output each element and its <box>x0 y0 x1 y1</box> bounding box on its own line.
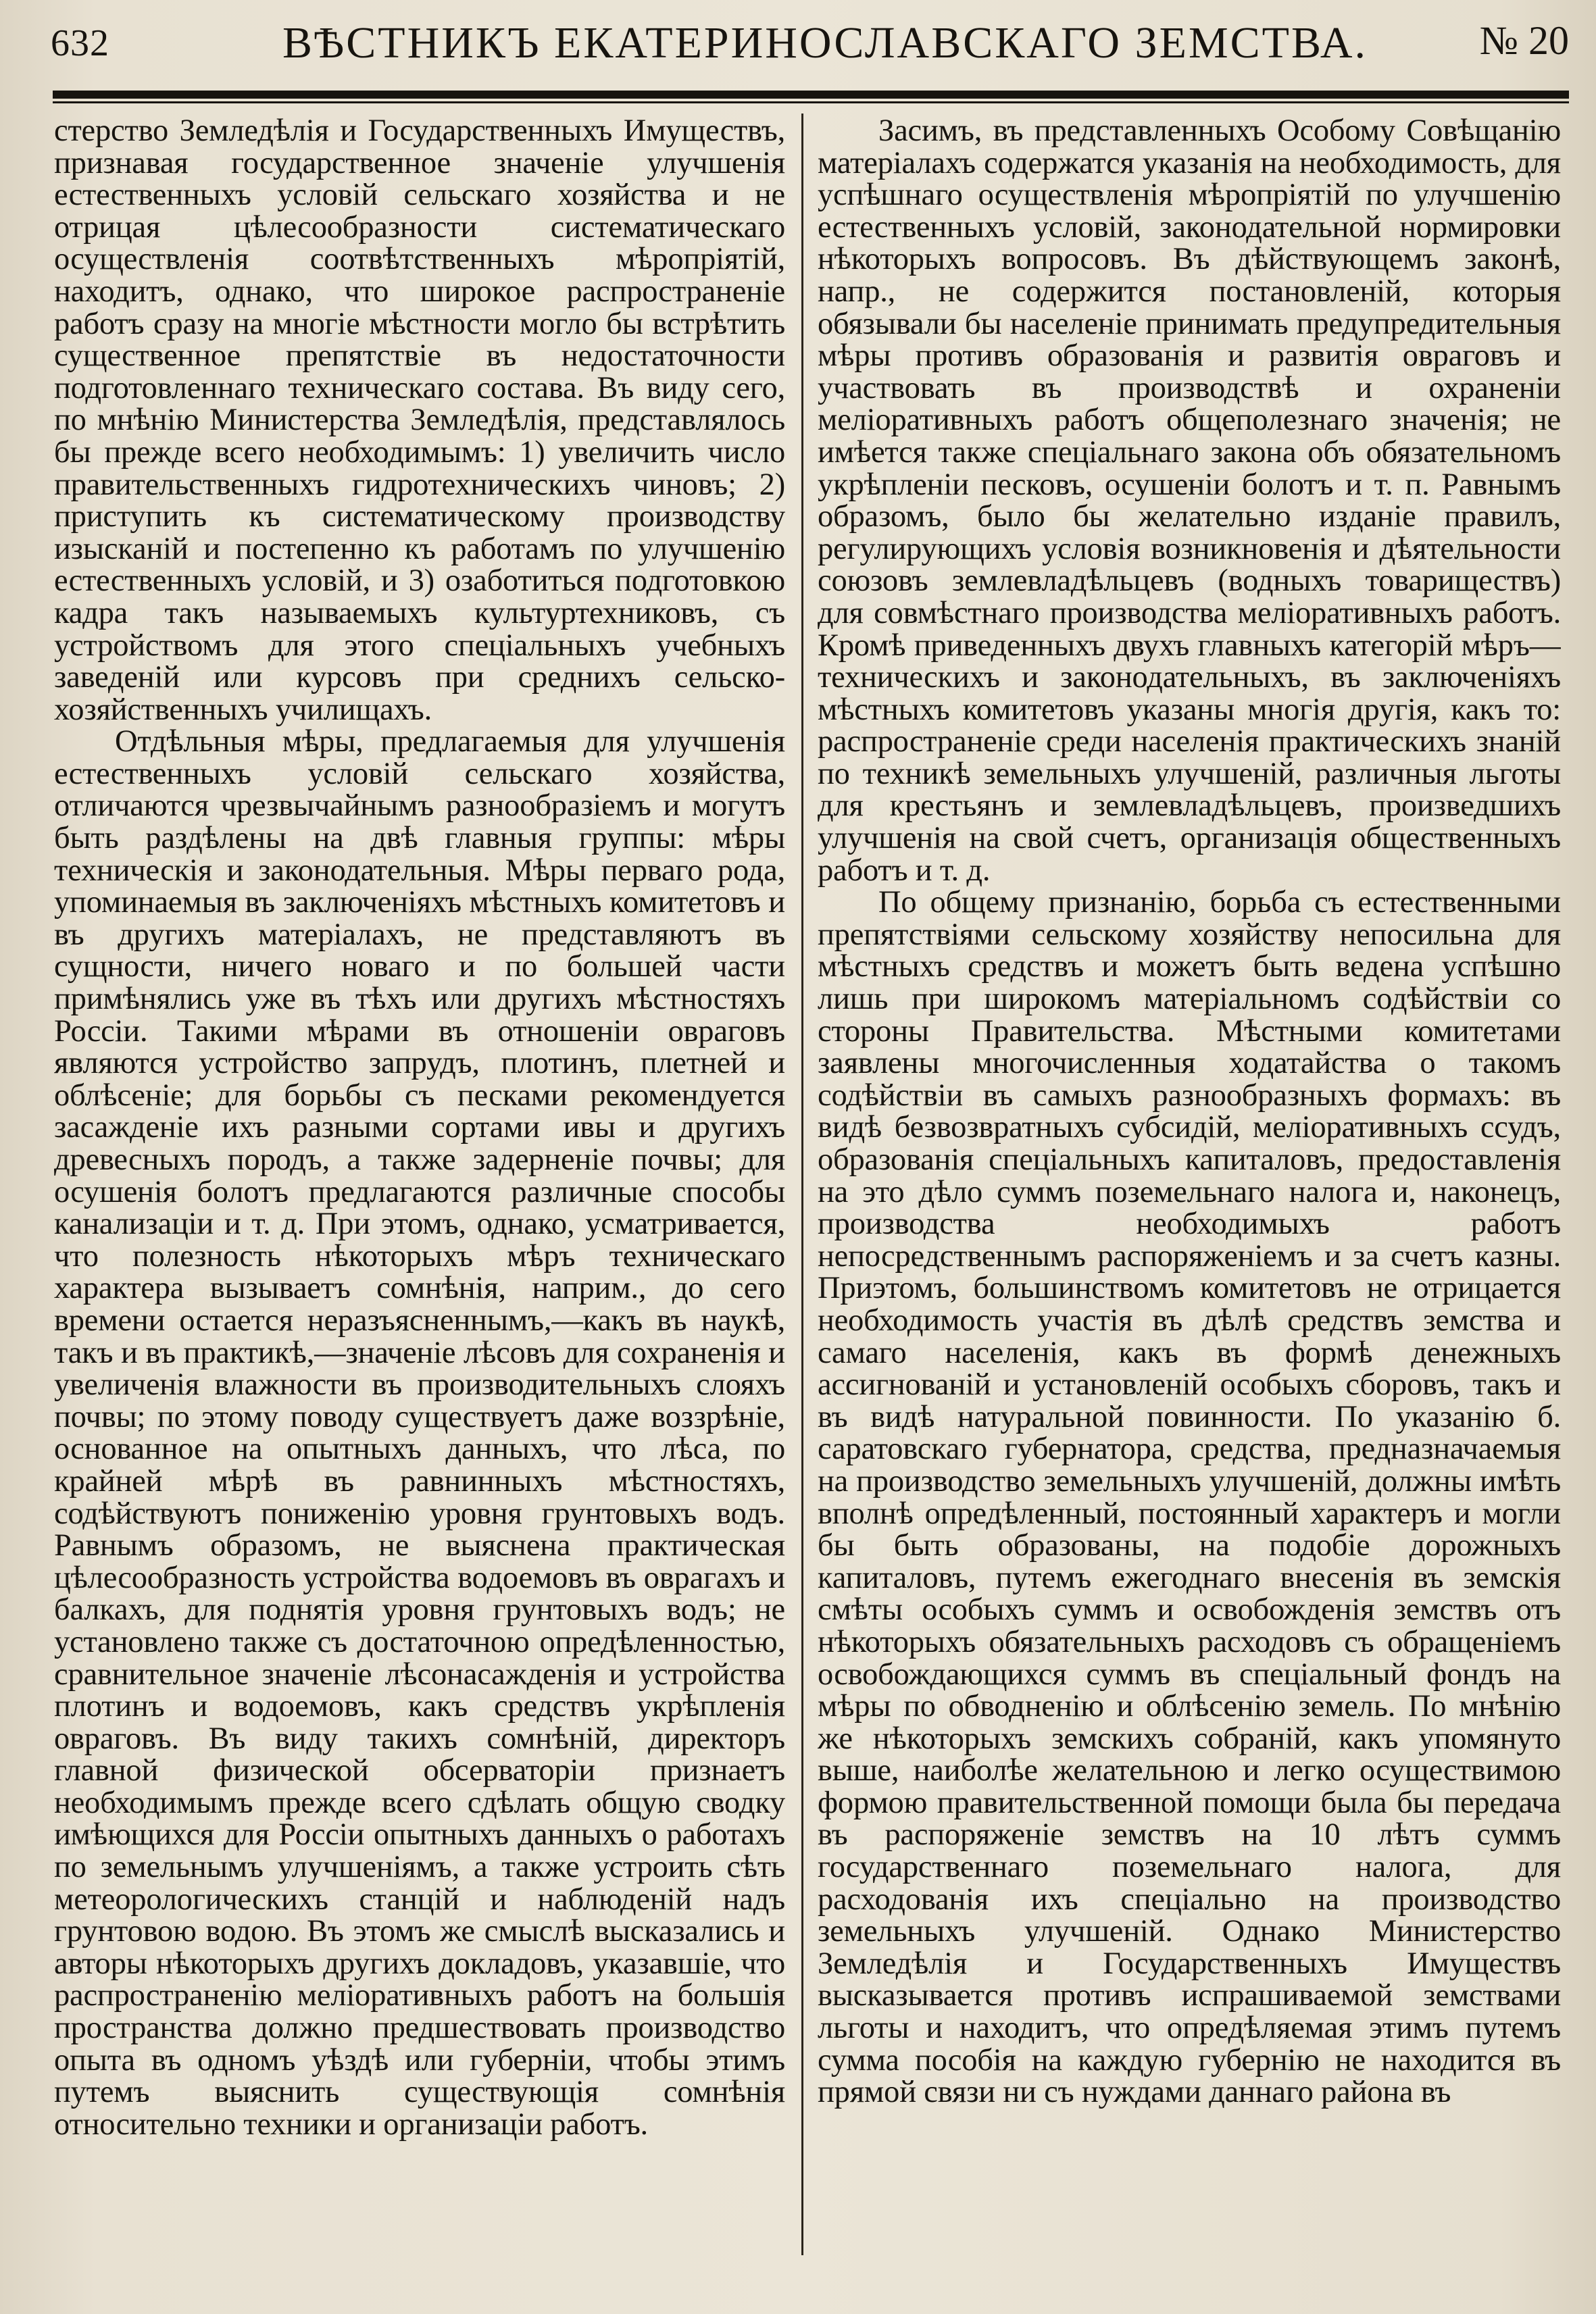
left-column <box>54 115 785 2294</box>
journal-title: ВѢСТНИКЪ ЕКАТЕРИНОСЛАВСКАГО ЗЕМСТВА. <box>282 18 1368 68</box>
left-paragraph-1: стерство Земледѣлія и Государственныхъ Имуществъ, признавая государственное значеніе улучшенія естественныхъ условій сельскаго хозяйства и не отрицая цѣлесообразности систематическаго осуществленія соотвѣтственныхъ мѣропріятій, находитъ, однако, что широкое распространеніе работъ сразу на многіе мѣстности могло бы встрѣтить существенное препятствіе въ недостаточности подготовленнаго техническаго состава. Въ виду сего, по мнѣнію Министерства Земледѣлія, представлялось бы прежде всего необходимымъ: 1) увеличить число правительственныхъ гидротехническихъ чиновъ; 2) приступить къ систематическому производству изысканій и постепенно къ работамъ по улучшенію естественныхъ условій, и 3) озаботиться подготовкою кадра такъ называемыхъ культуртехниковъ, съ устройствомъ для этого спеціальныхъ учебныхъ заведеній или курсовъ при среднихъ сельско-хозяйственныхъ училищахъ. <box>54 115 785 727</box>
right-paragraph-1: Засимъ, въ представленныхъ Особому Совѣщанію матеріалахъ содержатся указанія на необходимость, для успѣшнаго осуществленія мѣропріятій по улучшенію естественныхъ условій, законодательной нормировки нѣкоторыхъ вопросовъ. Въ дѣйствующемъ законѣ, напр., не содержится постановленій, которыя обязывали бы населеніе принимать предупредительныя мѣры противъ образованія и развитія овраговъ и участвовать въ производствѣ и охраненіи меліоративныхъ работъ общеполезнаго значенія; не имѣется также спеціальнаго закона объ обязательномъ укрѣпленіи песковъ, осушеніи болотъ и т. п. Равнымъ образомъ, было бы желательно изданіе правилъ, регулирующихъ условія возникновенія и дѣятельности союзовъ землевладѣльцевъ (водныхъ товариществъ) для совмѣстнаго производства меліоративныхъ работъ. Кромѣ приведенныхъ двухъ главныхъ категорій мѣръ—техническихъ и законодательныхъ, въ заключеніяхъ мѣстныхъ комитетовъ указаны многія другія, какъ то: распространеніе среди населенія практическихъ знаній по техникѣ земельныхъ улучшеній, различныя льготы для крестьянъ и землевладѣльцевъ, произведшихъ улучшенія на свой счетъ, организація общественныхъ работъ и т. д. <box>818 115 1561 888</box>
right-column <box>818 115 1561 2294</box>
issue-number: № 20 <box>1479 18 1569 63</box>
left-paragraph-2: Отдѣльныя мѣры, предлагаемыя для улучшенія естественныхъ условій сельскаго хозяйства, отличаются чрезвычайнымъ разнообразіемъ и могутъ быть раздѣлены на двѣ главныя группы: мѣры техническія и законодательныя. Мѣры перваго рода, упоминаемыя въ заключеніяхъ мѣстныхъ комитетовъ и въ другихъ матеріалахъ, не представляютъ въ сущности, ничего новаго и по большей части примѣнялись уже въ тѣхъ или другихъ мѣстностяхъ Россіи. Такими мѣрами въ отношеніи овраговъ являются устройство запрудъ, плотинъ, плетней и облѣсеніе; для борьбы съ песками рекомендуется засажденіе ихъ разными сортами ивы и другихъ древесныхъ породъ, а также задерненіе почвы; для осушенія болотъ предлагаются различные способы канализаціи и т. д. При этомъ, однако, усматривается, что полезность нѣкоторыхъ мѣръ техническаго характера вызываетъ сомнѣнія, наприм., до сего времени остается неразъясненнымъ,—какъ въ наукѣ, такъ и въ практикѣ,—значеніе лѣсовъ для сохраненія и увеличенія влажности въ производительныхъ слояхъ почвы; по этому поводу существуетъ даже воззрѣніе, основанное на опытныхъ данныхъ, что лѣса, по крайней мѣрѣ въ равнинныхъ мѣстностяхъ, содѣйствуютъ пониженію уровня грунтовыхъ водъ. Равнымъ образомъ, не выяснена практическая цѣлесообразность устройства водоемовъ въ оврагахъ и балкахъ, для поднятія уровня грунтовыхъ водъ; не установлено также съ достаточною опредѣленностью, сравнительное значеніе лѣсонасажденія и устройства плотинъ и водоемовъ, какъ средствъ укрѣпленія овраговъ. Въ виду такихъ сомнѣній, директоръ главной физической обсерваторіи признаетъ необходимымъ прежде всего сдѣлать общую сводку имѣющихся для Россіи опытныхъ данныхъ о работахъ по земельнымъ улучшеніямъ, а также устроить сѣть метеорологическихъ станцій и наблюденій надъ грунтовою водою. Въ этомъ же смыслѣ высказались и авторы нѣкоторыхъ другихъ докладовъ, указавшіе, что распространенію меліоративныхъ работъ на большія пространства должно предшествовать производство опыта въ одномъ уѣздѣ или губерніи, чтобы этимъ путемъ выяснить существующія сомнѣнія относительно техники и организаціи работъ. <box>54 724 785 2142</box>
page-number: 632 <box>51 22 109 64</box>
column-divider <box>801 114 803 2255</box>
header-rule-thin <box>53 101 1569 103</box>
right-paragraph-2: По общему признанію, борьба съ естественными препятствіями сельскому хозяйству непосильна для мѣстныхъ средствъ и можетъ быть ведена успѣшно лишь при широкомъ матеріальномъ содѣйствіи со стороны Правительства. Мѣстными комитетами заявлены многочисленныя ходатайства о такомъ содѣйствіи въ самыхъ разнообразныхъ формахъ: въ видѣ безвозвратныхъ субсидій, меліоративныхъ ссудъ, образованія спеціальныхъ капиталовъ, предоставленія на это дѣло суммъ поземельнаго налога и, наконецъ, производства необходимыхъ работъ непосредственнымъ распоряженіемъ и за счетъ казны. Приэтомъ, большинствомъ комитетовъ не отрицается необходимость участія въ дѣлѣ средствъ земства и самаго населенія, какъ въ формѣ денежныхъ ассигнованій и установленій особыхъ сборовъ, такъ и въ видѣ натуральной повинности. По указанію б. саратовскаго губернатора, средства, предназначаемыя на производство земельныхъ улучшеній, должны имѣть вполнѣ опредѣленный, постоянный характеръ и могли бы быть образованы, на подобіе дорожныхъ капиталовъ, путемъ ежегоднаго внесенія въ земскія смѣты особыхъ суммъ и освобожденія земствъ отъ нѣкоторыхъ обязательныхъ расходовъ съ обращеніемъ освобождающихся суммъ въ спеціальный фондъ на мѣры по обводненію и облѣсенію земель. По мнѣнію же нѣкоторыхъ земскихъ собраній, какъ упомянуто выше, наиболѣе желательною и легко осуществимою формою правительственной помощи была бы передача въ распоряженіе земствъ на 10 лѣтъ суммъ государственнаго поземельнаго налога, для расходованія ихъ спеціально на производство земельныхъ улучшеній. Однако Министерство Земледѣлія и Государственныхъ Имуществъ высказывается противъ испрашиваемой земствами льготы и находитъ, что опредѣляемая этимъ путемъ сумма пособія на каждую губернію не находится въ прямой связи ни съ нуждами даннаго района въ <box>818 885 1561 2110</box>
header-rule-thick <box>53 91 1569 99</box>
